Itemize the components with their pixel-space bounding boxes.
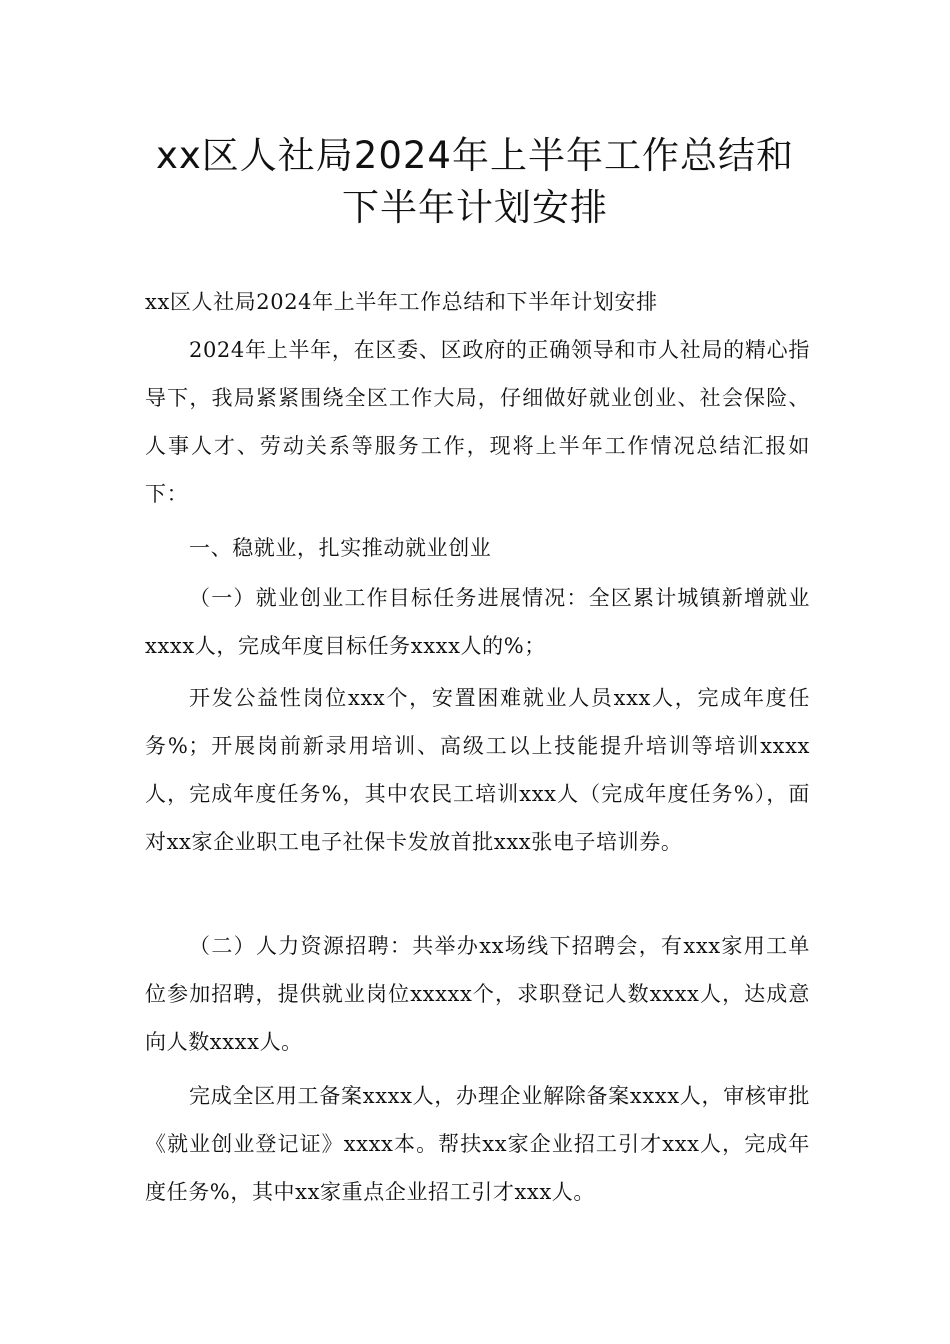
- paragraph-intro: 2024年上半年，在区委、区政府的正确领导和市人社局的精心指导下，我局紧紧围绕全区工作大局，仔细做好就业创业、社会保险、人事人才、劳动关系等服务工作，现将上半年工作情况总结汇报如下：: [145, 338, 810, 506]
- document-title-line-1: xx区人社局2024年上半年工作总结和: [156, 134, 794, 177]
- paragraph-public-welfare-jobs: 开发公益性岗位xxx个，安置困难就业人员xxx人，完成年度任务%；开展岗前新录用培训、高级工以上技能提升培训等培训xxxx人，完成年度任务%，其中农民工培训xxx人（完成年度任务%），面对xx家企业职工电子社保卡发放首批xxx张电子培训券。: [145, 686, 810, 854]
- paragraph-employment-progress: （一）就业创业工作目标任务进展情况：全区累计城镇新增就业xxxx人，完成年度目标任务xxxx人的%；: [145, 586, 810, 658]
- paragraph-heading-repeat: xx区人社局2024年上半年工作总结和下半年计划安排: [145, 290, 658, 314]
- document-title-line-2: 下半年计划安排: [342, 186, 608, 229]
- paragraph-employment-filing: 完成全区用工备案xxxx人，办理企业解除备案xxxx人，审核审批《就业创业登记证》xxxx本。帮扶xx家企业招工引才xxx人，完成年度任务%，其中xx家重点企业招工引才xxx人。: [145, 1084, 810, 1204]
- paragraph-recruitment: （二）人力资源招聘：共举办xx场线下招聘会，有xxx家用工单位参加招聘，提供就业岗位xxxxx个，求职登记人数xxxx人，达成意向人数xxxx人。: [145, 934, 810, 1054]
- section-heading-1: 一、稳就业，扎实推动就业创业: [189, 536, 492, 560]
